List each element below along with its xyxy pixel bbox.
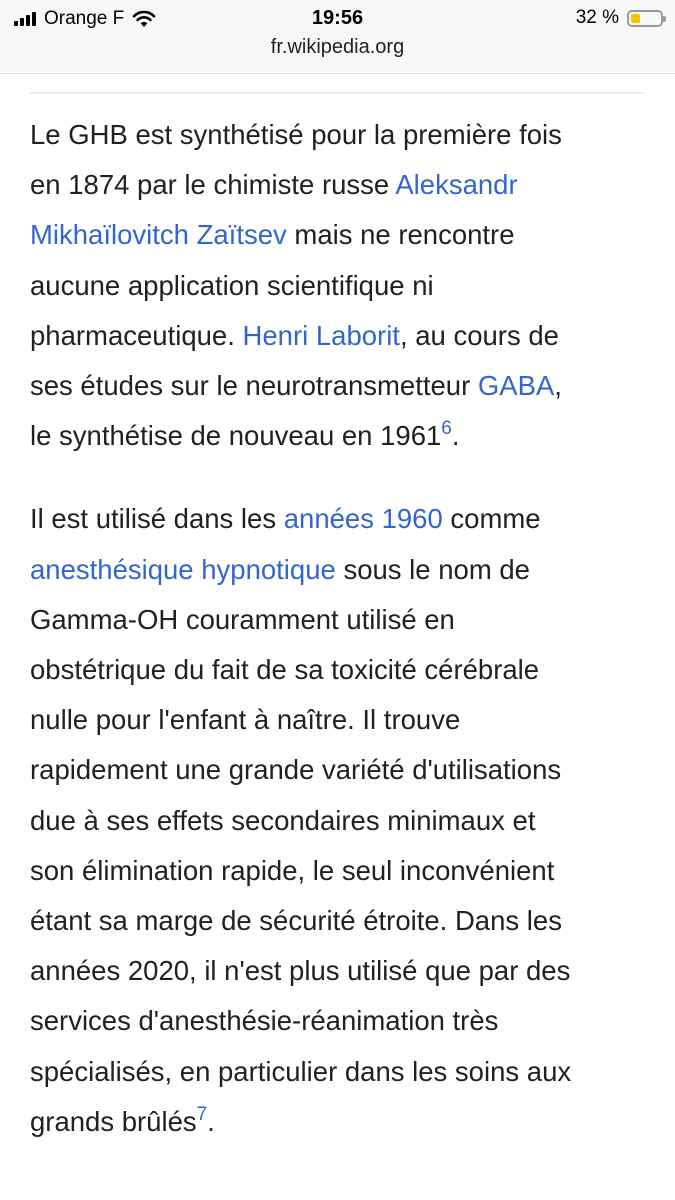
url-text[interactable]: fr.wikipedia.org [270,36,405,58]
article-link[interactable]: Henri Laborit [242,319,400,351]
article-text: mais ne rencontre [286,219,515,251]
article-text: comme [442,503,541,535]
paragraph-2 [30,494,645,1147]
carrier-name: Orange F [44,8,125,29]
article-link[interactable]: années 1960 [283,503,443,535]
status-bar [0,0,675,36]
article-text: , [554,370,562,402]
section-divider [30,92,645,94]
article-text: . [207,1105,215,1137]
article-link[interactable]: Mikhaïlovitch Zaïtsev [30,219,287,251]
article-text: grands brûlés [30,1105,197,1137]
article-text: années 2020, il n'est plus utilisé que par des [30,955,571,987]
article-link[interactable]: anesthésique hypnotique [30,553,336,585]
article-text: ses études sur le neurotransmetteur [30,370,478,402]
article-text: . [451,420,460,452]
article-text: aucune application scientifique ni [30,269,434,301]
article-text: pharmaceutique. [30,319,243,351]
reference-note[interactable]: 6 [441,418,452,440]
reference-note[interactable]: 7 [196,1103,208,1125]
article-text: Gamma-OH couramment utilisé en [30,603,455,635]
article-content [30,110,645,1180]
article-text: , au cours de [399,319,559,351]
article-text: en 1874 par le chimiste russe [30,169,396,201]
paragraph-1 [30,110,645,461]
article-text: étant sa marge de sécurité étroite. Dans les [30,905,562,937]
article-link[interactable]: Aleksandr [395,169,518,201]
article-text: due à ses effets secondaires minimaux et [30,804,536,836]
battery-percentage: 32 % [575,7,619,28]
article-text: le synthétise de nouveau en 1961 [30,420,442,452]
battery-level [631,14,640,23]
article-text: Le GHB est synthétisé pour la première fois [30,119,562,150]
article-text: Il est utilisé dans les [30,503,284,535]
article-text: rapidement une grande variété d'utilisations [30,754,562,786]
battery-icon [627,10,663,27]
battery-group [576,7,663,29]
article-text: son élimination rapide, le seul inconvénient [30,854,555,886]
article-text: spécialisés, en particulier dans les soins aux [30,1055,572,1087]
article-text: obstétrique du fait de sa toxicité cérébrale [30,654,540,686]
article-link[interactable]: GABA [477,370,555,402]
article-text: nulle pour l'enfant à naître. Il trouve [30,704,461,736]
article-text: sous le nom de [335,553,530,585]
address-bar[interactable] [0,36,675,74]
article-text: services d'anesthésie-réanimation très [30,1005,499,1037]
status-time: 19:56 [311,7,364,29]
